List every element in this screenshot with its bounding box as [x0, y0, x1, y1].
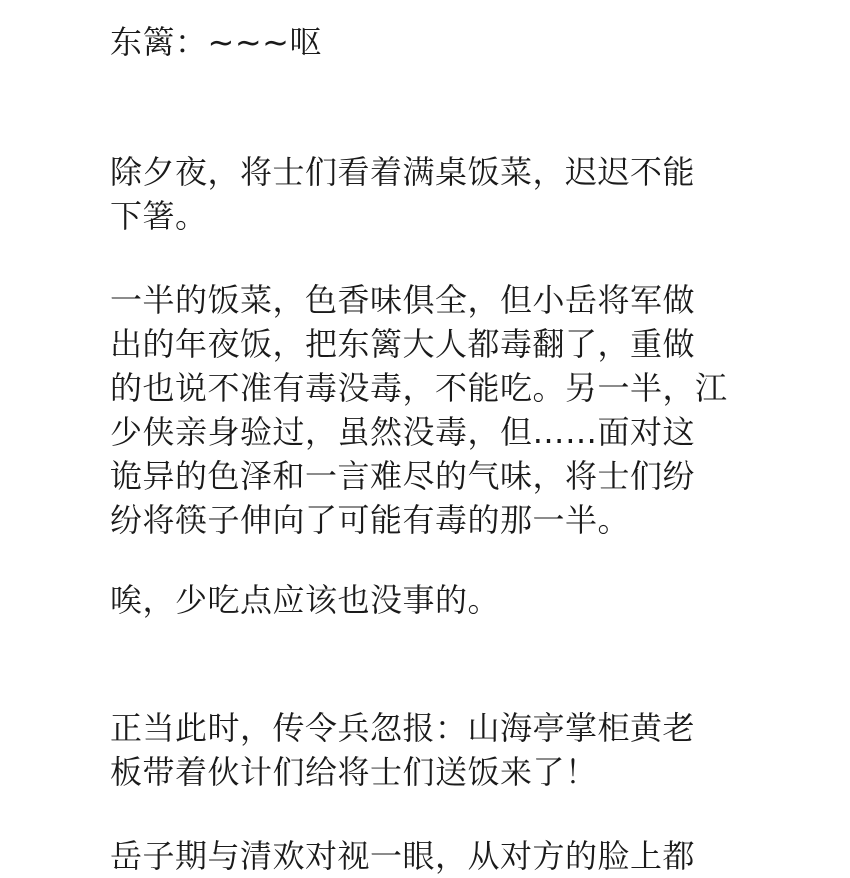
- text-line: 下箸。: [110, 197, 208, 235]
- paragraph-messenger: [110, 706, 760, 794]
- text-line: 除夕夜，将士们看着满桌饭菜，迟迟不能: [110, 153, 696, 191]
- text-line: 纷将筷子伸向了可能有毒的那一半。: [110, 501, 631, 539]
- text-line: 正当此时，传令兵忽报：山海亭掌柜黄老: [110, 709, 696, 747]
- paragraph-new-years-eve: [110, 150, 760, 238]
- text-line: 唉，少吃点应该也没事的。: [110, 581, 501, 619]
- paragraph-dialogue: [110, 20, 760, 64]
- text-line: 东篱：~~~呕: [110, 23, 322, 61]
- text-line: 一半的饭菜，色香味俱全，但小岳将军做: [110, 281, 696, 319]
- text-line: 诡异的色泽和一言难尽的气味，将士们纷: [110, 457, 696, 495]
- text-line: 的也说不准有毒没毒，不能吃。另一半，江: [110, 369, 728, 407]
- text-line: 少侠亲身验过，虽然没毒，但……面对这: [110, 413, 696, 451]
- paragraph-sigh: [110, 578, 760, 622]
- paragraph-dishes: [110, 278, 760, 542]
- paragraph-glance: [110, 834, 760, 878]
- text-line: 岳子期与清欢对视一眼，从对方的脸上都: [110, 837, 696, 875]
- text-line: 板带着伙计们给将士们送饭来了！: [110, 753, 598, 791]
- text-line: 出的年夜饭，把东篱大人都毒翻了，重做: [110, 325, 696, 363]
